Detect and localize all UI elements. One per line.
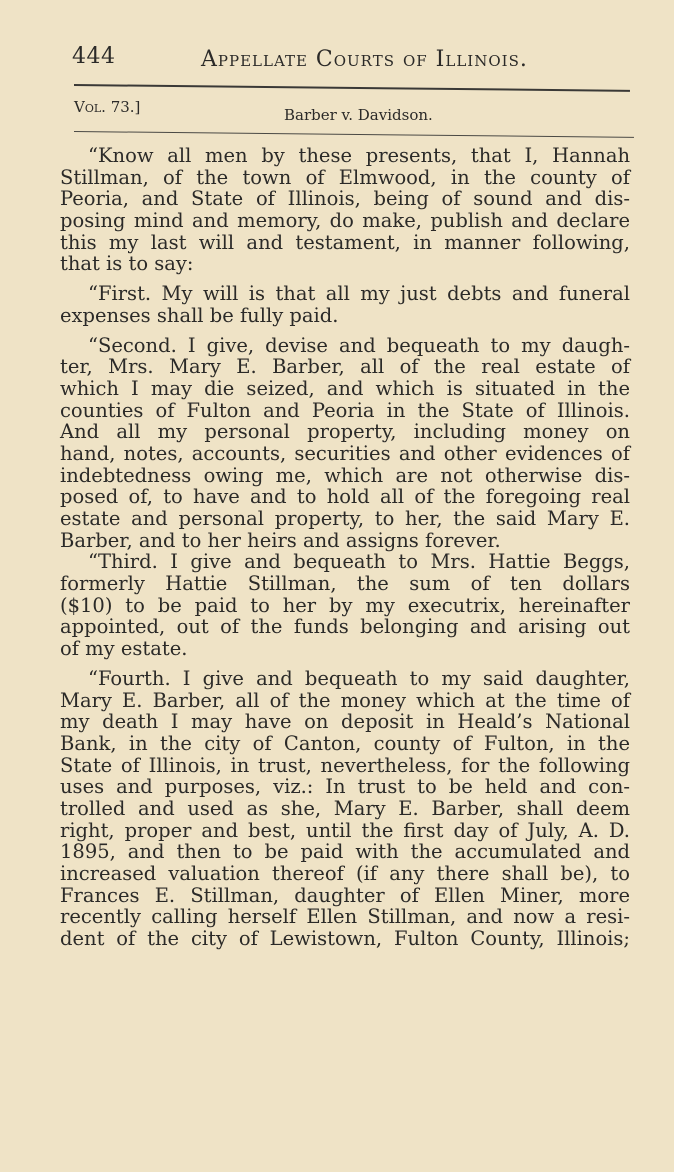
text-line: which I may die seized, and which is situated in the [60,376,630,400]
text-line: this my last will and testament, in manner following, [60,230,630,254]
volume-label: Vol. 73.] [74,98,141,116]
page-header [70,44,636,74]
text-line: formerly Hattie Stillman, the sum of ten dollars [60,572,630,596]
text-line: “Fourth. I give and bequeath to my said daughter, [88,666,630,690]
text-line: And all my personal property, including money on [60,420,630,444]
header-rule [74,84,630,92]
text-line: ter, Mrs. Mary E. Barber, all of the real estate of [60,355,630,379]
text-line: posed of, to have and to hold all of the foregoing real [60,485,630,509]
text-line: 1895, and then to be paid with the accumulated and [60,840,630,864]
text-line: Barber, and to her heirs and assigns forever. [60,528,501,552]
paragraph-third [60,551,630,659]
text-line: “Third. I give and bequeath to Mrs. Hattie Beggs, [88,550,630,574]
text-line: increased valuation thereof (if any there shall be), to [60,862,630,885]
text-line: my death I may have on deposit in Heald’s National [60,710,630,734]
paragraph-first [60,283,630,326]
text-line: ($10) to be paid to her by my executrix, hereinafter [60,593,630,617]
page-number: 444 [72,44,116,69]
text-line: recently calling herself Ellen Stillman, and now a resi- [60,905,630,929]
text-line: Mary E. Barber, all of the money which at the time of [60,688,630,712]
text-line: hand, notes, accounts, securities and other evidences of [60,441,630,465]
running-title: Appellate Courts of Illinois. [201,47,528,72]
text-line: Peoria, and State of Illinois, being of sound and dis- [60,187,630,211]
text-line: Frances E. Stillman, daughter of Ellen Miner, more [60,883,630,907]
text-line: dent of the city of Lewistown, Fulton County, Illinois; [60,927,630,951]
paragraph-fourth [60,668,630,950]
text-line: State of Illinois, in trust, nevertheless, for the following [60,753,630,777]
text-line: uses and purposes, viz.: In trust to be held and con- [60,775,630,799]
text-line: Stillman, of the town of Elmwood, in the county of [60,165,630,189]
text-line: that is to say: [60,252,194,276]
text-line: Bank, in the city of Canton, county of Fulton, in the [60,731,630,755]
text-line: “Know all men by these presents, that I, Hannah [88,144,630,167]
text-line: appointed, out of the funds belonging and arising out [60,615,630,639]
text-line: trolled and used as she, Mary E. Barber, shall deem [60,796,630,820]
text-line: posing mind and memory, do make, publish and declare [60,209,630,233]
text-line: “First. My will is that all my just debts and funeral [88,282,630,306]
case-subheader [74,98,634,122]
text-line: “Second. I give, devise and bequeath to my daugh- [88,333,630,357]
subheader-rule [74,131,634,138]
body-text [60,145,630,950]
text-line: counties of Fulton and Peoria in the State of Illinois. [60,398,630,422]
case-name: Barber v. Davidson. [284,106,433,124]
text-line: estate and personal property, to her, the said Mary E. [60,507,630,530]
text-line: right, proper and best, until the first day of July, A. D. [60,818,630,842]
text-line: expenses shall be fully paid. [60,303,339,327]
paragraph-second [60,335,630,552]
paragraph-preamble [60,145,630,275]
text-line: of my estate. [60,637,188,661]
text-line: indebtedness owing me, which are not otherwise dis- [60,463,630,487]
